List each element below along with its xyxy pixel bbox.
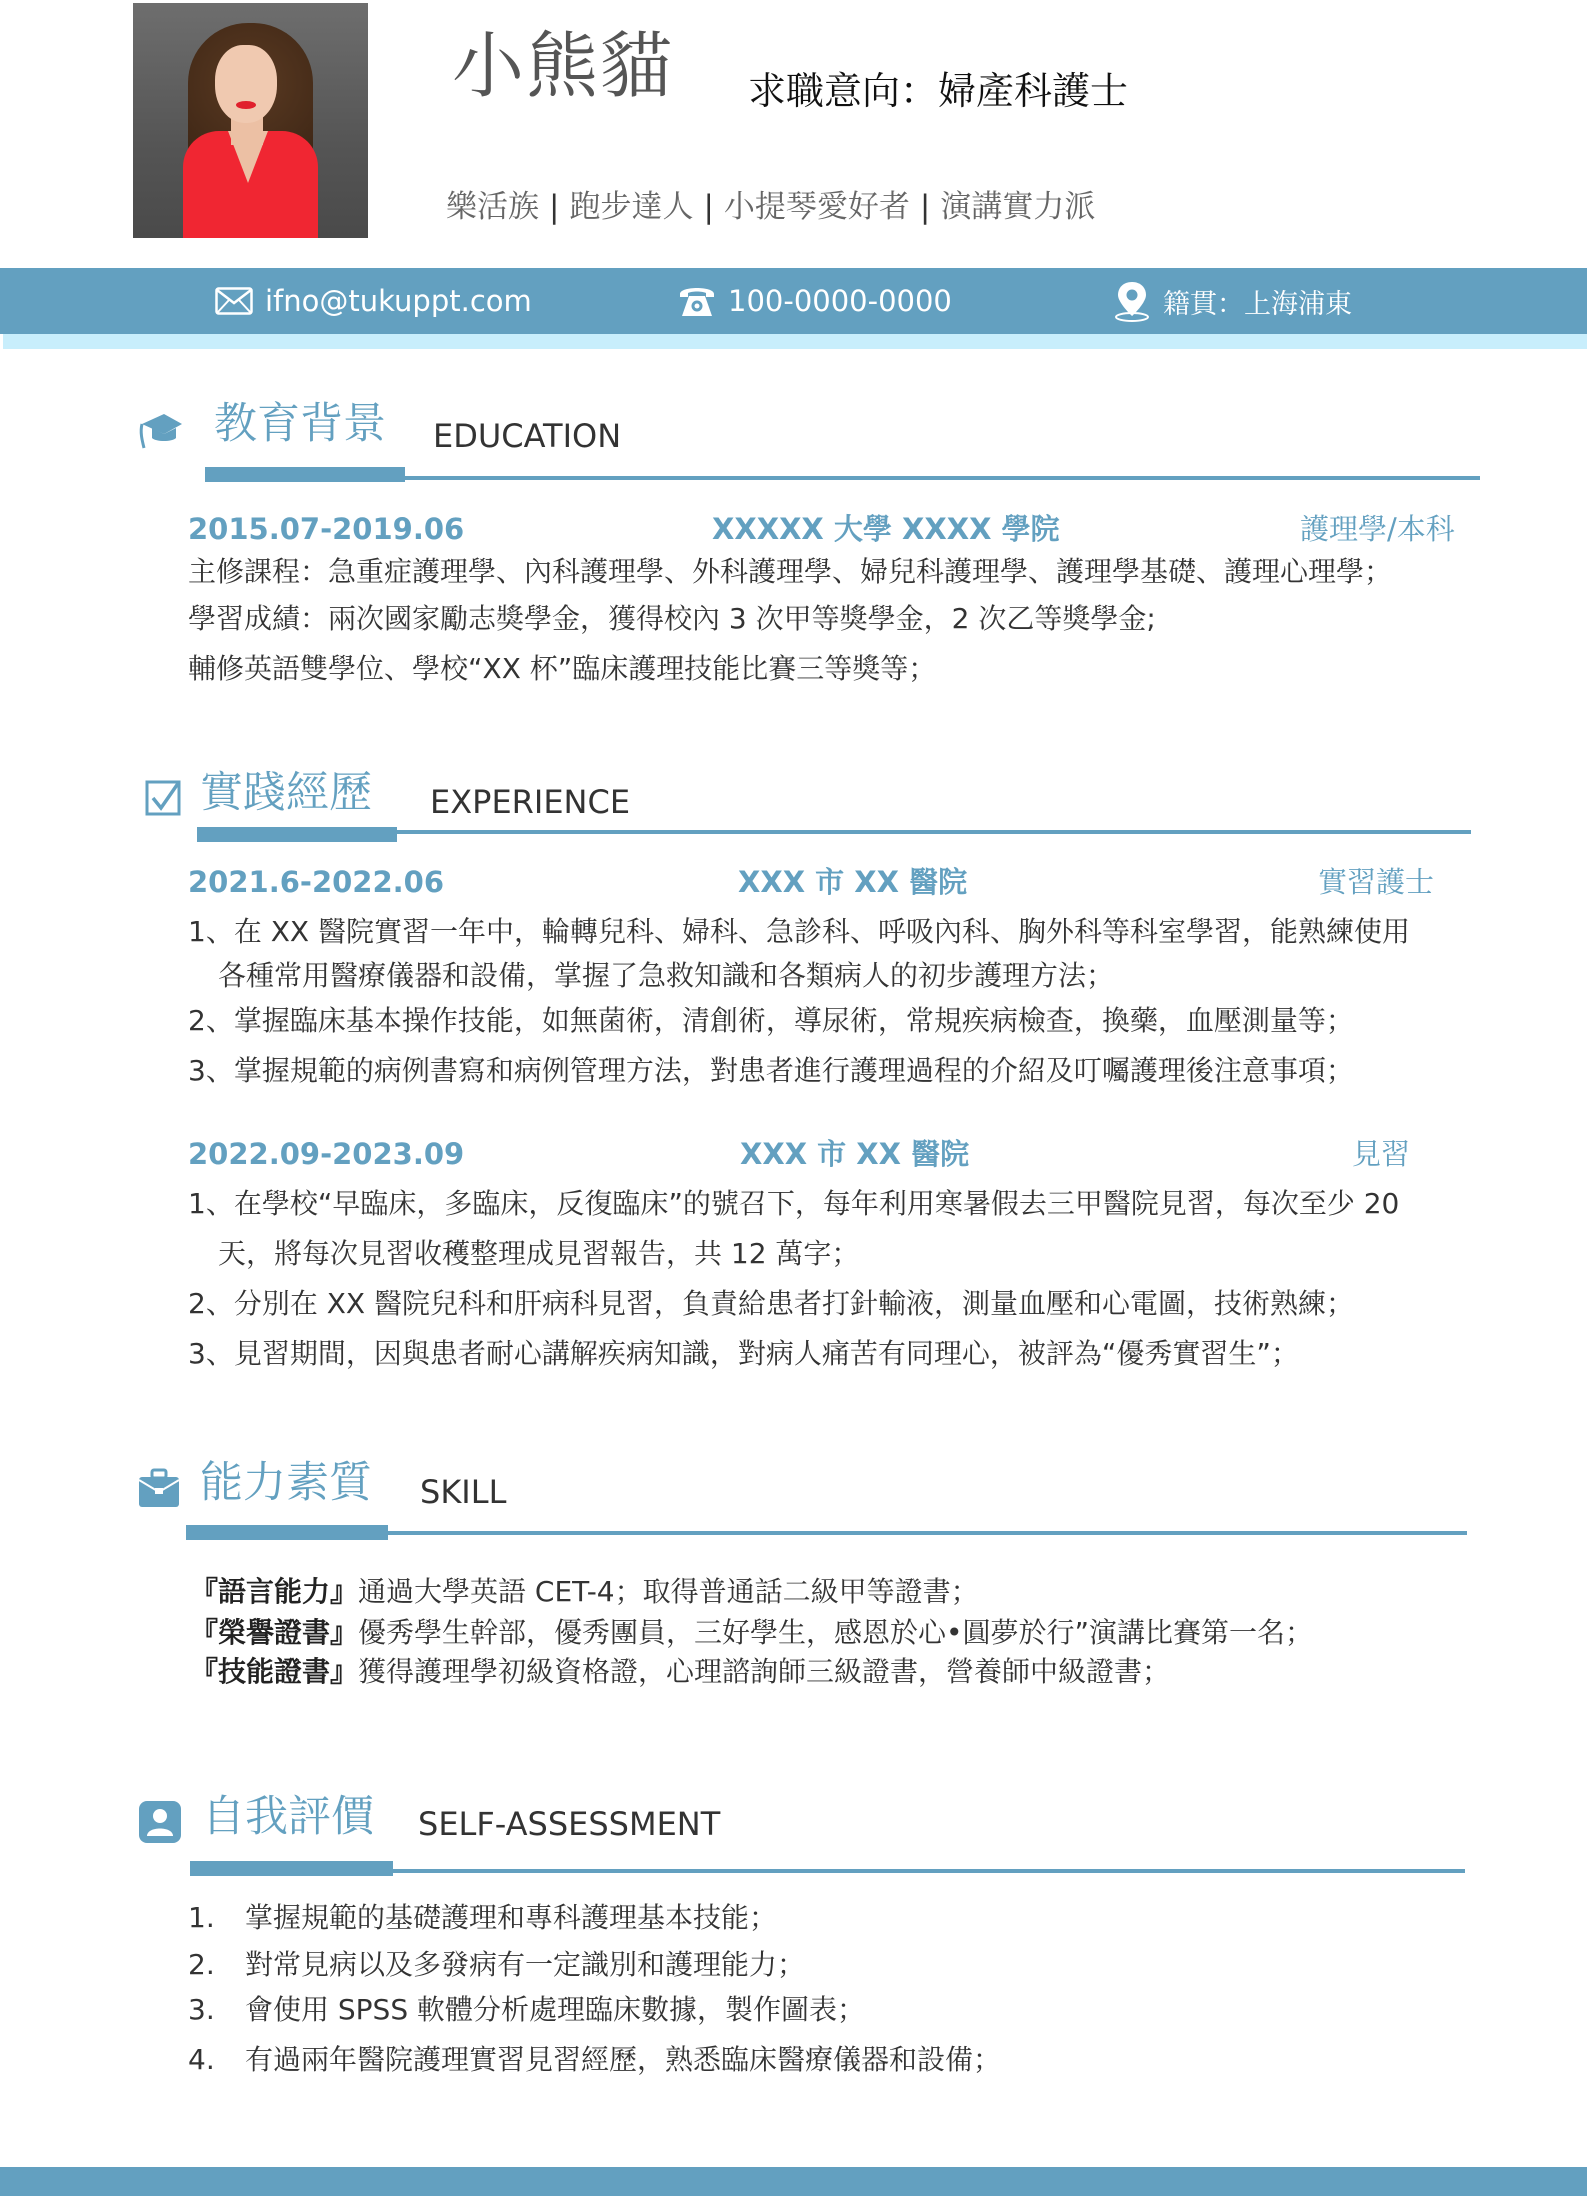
skill-item-value: 通過大學英語 CET-4；取得普通話二級甲等證書； — [358, 1575, 979, 1608]
tag: 演講實力派 — [940, 189, 1096, 225]
experience-org: XXX 市 XX 醫院 — [740, 1137, 970, 1171]
item-text: 會使用 SPSS 軟體分析處理臨床數據，製作圖表； — [245, 1993, 866, 2026]
education-underline — [405, 476, 1480, 480]
tag: 樂活族 — [446, 189, 539, 225]
skill-item-key: 『榮譽證書』 — [190, 1616, 359, 1649]
education-date: 2015.07-2019.06 — [188, 512, 465, 546]
experience-line: 各種常用醫療儀器和設備，掌握了急救知識和各類病人的初步護理方法； — [218, 959, 1115, 992]
item-number: 1. — [188, 1901, 215, 1934]
contact-email[interactable] — [215, 268, 532, 334]
skill-item-value: 獲得護理學初級資格證，心理諮詢師三級證書，營養師中級證書； — [358, 1655, 1171, 1688]
email-text: ifno@tukuppt.com — [265, 284, 532, 318]
self-assessment-icon-wrap — [138, 1800, 182, 1848]
self-assessment-item — [188, 2043, 1002, 2076]
photo-lips — [236, 101, 256, 109]
item-text: 對常見病以及多發病有一定識別和護理能力； — [245, 1948, 806, 1981]
experience-line: 1、在 XX 醫院實習一年中，輪轉兒科、婦科、急診科、呼吸內科、胸外科等科室學習，能熟練使用 — [188, 915, 1410, 948]
education-icon-wrap — [138, 410, 184, 454]
job-intent: 求職意向：婦產科護士 — [748, 69, 1129, 113]
tag-separator: | — [703, 189, 714, 225]
briefcase-icon — [138, 1468, 180, 1508]
experience-icon-wrap — [145, 778, 183, 820]
education-title: 教育背景 — [214, 399, 386, 449]
self-assessment-item — [188, 1901, 778, 1934]
self-assessment-underline-thick — [190, 1861, 393, 1876]
experience-underline — [397, 830, 1471, 834]
contact-phone[interactable] — [678, 268, 952, 334]
photo-neckline — [228, 131, 268, 183]
experience-line: 3、見習期間，因與患者耐心講解疾病知識，對病人痛苦有同理心，被評為“優秀實習生”； — [188, 1337, 1299, 1370]
envelope-icon — [215, 287, 253, 315]
experience-line: 3、掌握規範的病例書寫和病例管理方法，對患者進行護理過程的介紹及叮囑護理後注意事項； — [188, 1054, 1354, 1087]
photo-face — [215, 45, 277, 123]
tag: 小提琴愛好者 — [723, 189, 910, 225]
tag-separator: | — [549, 189, 560, 225]
skill-item-key: 『語言能力』 — [190, 1575, 359, 1608]
self-assessment-title: 自我評價 — [202, 1792, 374, 1842]
education-school: XXXXX 大學 XXXX 學院 — [712, 512, 1060, 546]
experience-line: 2、掌握臨床基本操作技能，如無菌術，清創術，導尿術，常規疾病檢查，換藥，血壓測量等； — [188, 1004, 1354, 1037]
phone-text: 100-0000-0000 — [728, 284, 952, 318]
self-assessment-underline — [393, 1869, 1465, 1873]
education-line: 輔修英語雙學位、學校“XX 杯”臨床護理技能比賽三等獎等； — [188, 652, 937, 685]
tag-separator: | — [919, 189, 931, 225]
experience-org: XXX 市 XX 醫院 — [738, 865, 968, 899]
education-line: 主修課程：急重症護理學、內科護理學、外科護理學、婦兒科護理學、護理學基礎、護理心理學； — [188, 555, 1393, 588]
checkbox-icon — [145, 778, 183, 816]
education-underline-thick — [205, 467, 405, 482]
self-assessment-item — [188, 1993, 866, 2026]
item-text: 有過兩年醫院護理實習見習經歷，熟悉臨床醫療儀器和設備； — [245, 2043, 1002, 2076]
experience-line: 1、在學校“早臨床，多臨床，反復臨床”的號召下，每年利用寒暑假去三甲醫院見習，每次至少 20 — [188, 1187, 1400, 1220]
education-title-en: EDUCATION — [433, 417, 622, 455]
item-text: 掌握規範的基礎護理和專科護理基本技能； — [245, 1901, 778, 1934]
experience-title-en: EXPERIENCE — [430, 783, 631, 821]
education-line: 學習成績：兩次國家勵志獎學金，獲得校內 3 次甲等獎學金，2 次乙等獎學金; — [188, 602, 1156, 635]
experience-date: 2022.09-2023.09 — [188, 1137, 465, 1171]
skill-item — [190, 1575, 979, 1608]
telephone-icon — [678, 284, 716, 318]
skill-underline — [388, 1531, 1467, 1535]
location-text: 籍貫：上海浦東 — [1163, 288, 1352, 320]
experience-line: 天，將每次見習收穫整理成見習報告，共 12 萬字； — [218, 1237, 860, 1270]
location-pin-icon — [1113, 280, 1151, 322]
skill-icon-wrap — [138, 1468, 180, 1512]
candidate-name: 小熊貓 — [452, 24, 675, 108]
tag: 跑步達人 — [569, 189, 694, 225]
experience-title: 實踐經歷 — [200, 768, 372, 818]
skill-underline-thick — [186, 1525, 388, 1540]
experience-role: 實習護士 — [1318, 865, 1435, 899]
graduation-cap-icon — [138, 410, 184, 450]
skill-title-en: SKILL — [420, 1473, 507, 1511]
experience-role: 見習 — [1352, 1137, 1411, 1171]
experience-line: 2、分別在 XX 醫院兒科和肝病科見習，負責給患者打針輸液，測量血壓和心電圖，技術熟練； — [188, 1287, 1354, 1320]
skill-item — [190, 1655, 1171, 1688]
self-assessment-title-en: SELF-ASSESSMENT — [418, 1805, 721, 1843]
personal-tags — [446, 189, 1096, 225]
contact-bar-accent — [3, 334, 1587, 349]
skill-item — [190, 1616, 1314, 1649]
profile-photo — [133, 3, 368, 238]
item-number: 2. — [188, 1948, 215, 1981]
experience-date: 2021.6-2022.06 — [188, 865, 445, 899]
item-number: 4. — [188, 2043, 215, 2076]
skill-title: 能力素質 — [200, 1458, 372, 1508]
skill-item-key: 『技能證書』 — [190, 1655, 359, 1688]
footer-bar — [0, 2167, 1587, 2196]
experience-underline-thick — [197, 827, 397, 842]
contact-bar — [0, 268, 1587, 334]
item-number: 3. — [188, 1993, 215, 2026]
user-profile-icon — [138, 1800, 182, 1844]
skill-item-value: 優秀學生幹部，優秀團員，三好學生，感恩於心•圓夢於行”演講比賽第一名； — [358, 1616, 1314, 1649]
self-assessment-item — [188, 1948, 806, 1981]
education-major: 護理學/本科 — [1300, 512, 1455, 546]
contact-location — [1113, 268, 1352, 334]
